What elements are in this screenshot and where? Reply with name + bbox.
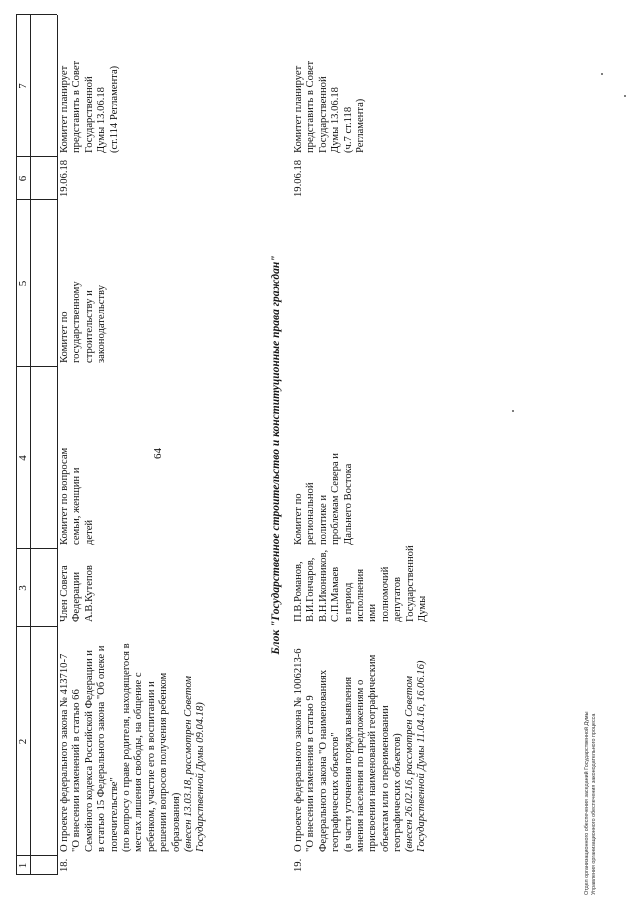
column-number-2: 2	[17, 738, 29, 745]
responsible-committee: Комитет по государственному строительству и законодательству	[59, 281, 108, 363]
page-footer: Отдел организационного обеспечения заседаний Государственной Думы Управления организационного обеспечения законодательного процесса	[584, 711, 597, 895]
scan-speck	[601, 73, 603, 75]
column-number-3: 3	[17, 585, 29, 591]
bill-description: О проекте федерального закона № 1006213-6 "О внесении изменения в статью 9 Федерального закона "О наименованиях географических объектов" (в части уточнения порядка выявления мнения населения по предложениям о присвоении наименований географическим объектам или о переименовании географических объектов)	[293, 648, 404, 852]
bill-initiator: П.В.Романов, В.И.Гончаров, В.Н.Иконников, С.П.Мамаев в период исполнения ими полномочий депутатов Государственной Думы	[293, 545, 429, 622]
bill-initiator: Член Совета Федерации А.В.Кутепов	[59, 565, 95, 622]
scan-speck	[512, 410, 514, 412]
committee-plan: Комитет планирует представить в Совет Государственной Думы 13.06.18 (ч.7 ст.118 Регламента)	[293, 60, 367, 153]
review-date: 19.06.18	[293, 159, 304, 197]
header-row-border	[30, 15, 31, 875]
committee-plan: Комитет планирует представить в Совет Государственной Думы 13.06.18 (ст.114 Регламента)	[59, 60, 120, 153]
column-number-5: 5	[17, 280, 29, 287]
bill-description: О проекте федерального закона № 413710-7 "О внесении изменений в статью 66 Семейного кодекса Российской Федерации и в статью 15 Федерального закона "Об опеке и попечительстве" (по вопросу о праве родителя, находящегося в местах лишения свободы, на общение с ребенком, участие его в воспитании и решении вопросов получения ребенком образования)	[59, 643, 182, 852]
bill-status-note: (внесен 13.03.18, рассмотрен Советом Государственной Думы 09.04.18)	[183, 676, 207, 852]
review-date: 19.06.18	[59, 159, 70, 197]
column-number-7: 7	[17, 83, 29, 89]
bill-status-note: (внесен 26.02.16, рассмотрен Советом Государственной Думы 11.04.16, 16.06.16)	[404, 660, 428, 852]
section-title: Блок "Государственное строительство и конституционные права граждан"	[270, 255, 282, 655]
column-number-4: 4	[17, 455, 29, 461]
scan-speck	[624, 95, 626, 97]
co-executor-committee: Комитет по региональной политике и проблемам Севера и Дальнего Востока	[293, 453, 354, 545]
column-number-1: 1	[17, 862, 29, 869]
page-number: 64	[152, 448, 164, 459]
column-number-6: 6	[17, 175, 29, 182]
row-number: 18.	[59, 858, 70, 872]
co-executor-committee: Комитет по вопросам семьи, женщин и детей	[59, 447, 95, 545]
row-number: 19.	[293, 858, 304, 872]
row-18-top-border	[57, 15, 58, 875]
